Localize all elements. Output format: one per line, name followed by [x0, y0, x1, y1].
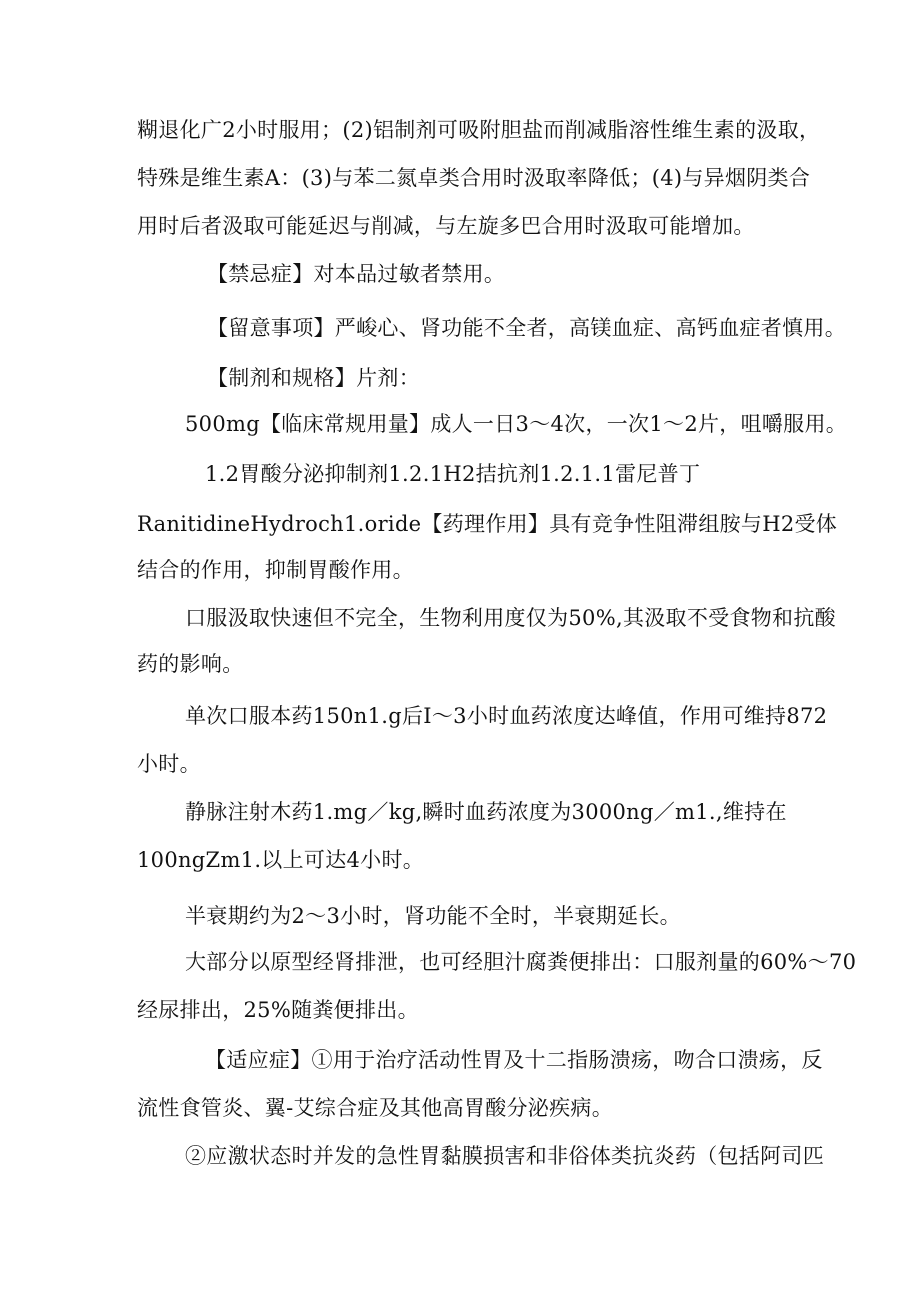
- text-line: 大部分以原型经肾排泄，也可经胆汁腐粪便排出：口服剂量的60%～70: [185, 950, 857, 974]
- section-precautions: 【留意事项】严峻心、肾功能不全者，高镁血症、高钙血症者慎用。: [207, 316, 846, 340]
- text-line: 特殊是维生素A：(3)与苯二氮卓类合用时汲取率降低；(4)与异烟阴类合: [137, 166, 811, 190]
- text-line: RanitidineHydroch1.oride【药理作用】具有竞争性阻滞组胺与H2受体: [137, 512, 838, 536]
- text-line: 半衰期约为2～3小时，肾功能不全时，半衰期延长。: [185, 904, 681, 928]
- section-contraindications: 【禁忌症】对本品过敏者禁用。: [207, 262, 506, 286]
- text-line: 口服汲取快速但不完全，生物利用度仅为50%,其汲取不受食物和抗酸: [185, 606, 836, 630]
- text-line: 单次口服本药150n1.g后I～3小时血药浓度达峰值，作用可维持872: [185, 704, 828, 728]
- text-line: ②应激状态时并发的急性胃黏膜损害和非俗体类抗炎药（包括阿司匹: [185, 1144, 824, 1168]
- text-line: 结合的作用，抑制胃酸作用。: [137, 558, 414, 582]
- section-preparations: 【制剂和规格】片剂：: [207, 366, 420, 390]
- text-line: 流性食管炎、翼-艾综合症及其他高胃酸分泌疾病。: [137, 1096, 613, 1120]
- text-line: 静脉注射木药1.mg／kg,瞬时血药浓度为3000ng／m1.,维持在: [185, 800, 787, 824]
- text-line: 经尿排出，25%随粪便排出。: [137, 998, 419, 1022]
- text-line: 药的影响。: [137, 652, 244, 676]
- section-heading-h2-antagonist: 1.2胃酸分泌抑制剂1.2.1H2拮抗剂1.2.1.1雷尼普丁: [205, 462, 701, 486]
- text-line: 小时。: [137, 752, 201, 776]
- text-line: 500mg【临床常规用量】成人一日3～4次，一次1～2片，咀嚼服用。: [185, 412, 848, 436]
- text-line: 100ngZm1.以上可达4小时。: [137, 848, 425, 872]
- section-indications: 【适应症】①用于治疗活动性胃及十二指肠溃疡，吻合口溃疡，反: [205, 1048, 823, 1072]
- text-line: 用时后者汲取可能延迟与削减，与左旋多巴合用时汲取可能增加。: [137, 214, 755, 238]
- text-line: 糊退化广2小时服用；(2)铝制剂可吸附胆盐而削减脂溶性维生素的汲取，: [137, 118, 821, 142]
